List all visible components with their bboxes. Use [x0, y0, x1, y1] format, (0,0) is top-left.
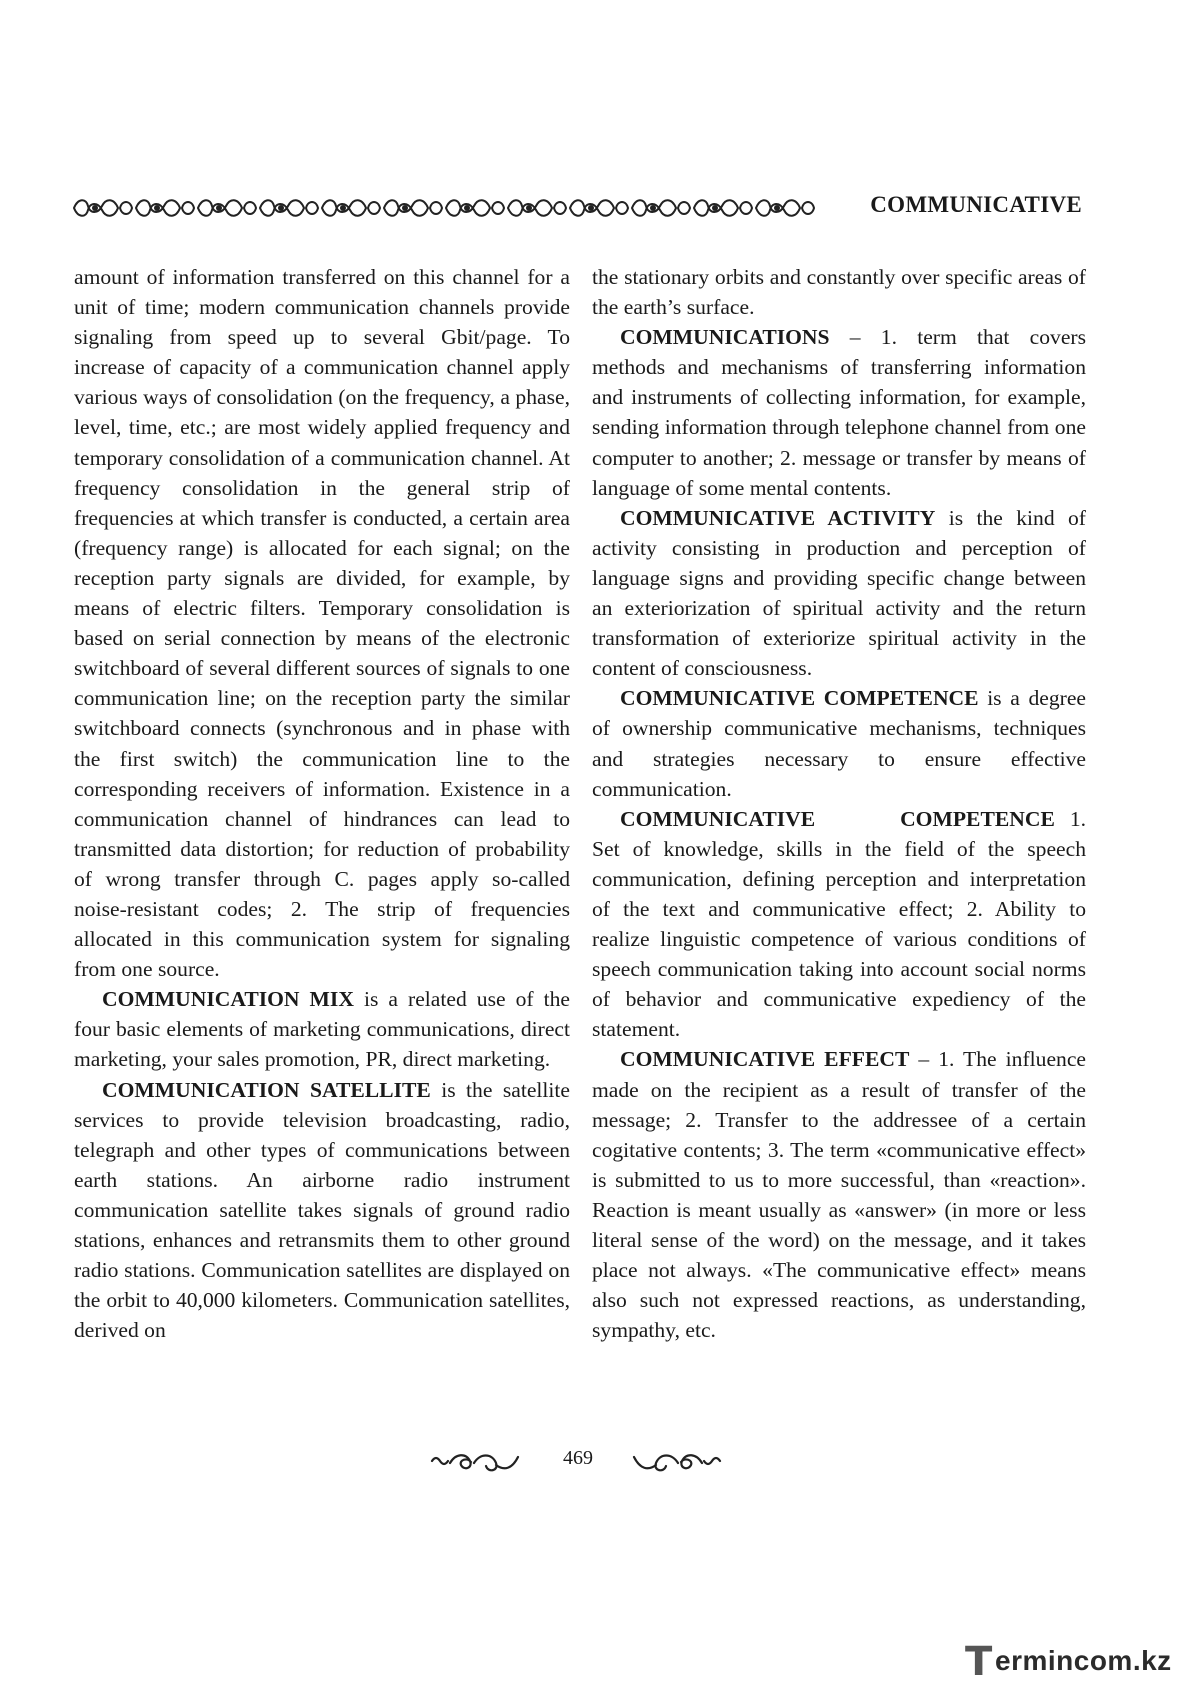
dictionary-entry-communicative-activity	[592, 503, 1086, 684]
entry-term: COMMUNICATIONS	[620, 325, 830, 350]
entry-definition: is a degree of ownership communicative mechanisms, techniques and strategies necessary to ensure effective communication.	[592, 686, 1086, 801]
ornament-motif	[384, 200, 442, 216]
entry-definition: is a related use of the four basic elements of marketing communications, direct marketing, your sales promotion, PR, direct marketing.	[74, 987, 570, 1072]
ornament-motif	[570, 200, 628, 216]
ornament-motif	[446, 200, 504, 216]
continuation-paragraph: the stationary orbits and constantly over specific areas of the earth’s surface.	[592, 265, 1086, 320]
entry-definition: is the satellite services to provide television broadcasting, radio, telegraph and other types of communications between earth stations. An airborne radio instrument communication satellite takes signals of ground radio stations, enhances and retransmits them to other ground radio stations. Communication satellites are displayed on the orbit to 40,000 kilometers. Communication satellites, derived on	[74, 1077, 570, 1343]
right-column	[592, 262, 1086, 1345]
dictionary-entry-communications	[592, 322, 1086, 503]
entry-term: COMMUNICATIVE COMPETENCE	[620, 686, 979, 711]
ornament-motif	[756, 200, 814, 216]
ornament-motif	[136, 200, 194, 216]
logo-text: ermincom.kz	[995, 1645, 1172, 1676]
ornament-motif	[198, 200, 256, 216]
dictionary-entry-communication-mix	[74, 984, 570, 1074]
termincom-logo	[965, 1639, 1185, 1685]
ornament-motif	[694, 200, 752, 216]
entry-term: COMMUNICATIVE COMPETENCE	[620, 806, 1055, 831]
ornament-motif	[632, 200, 690, 216]
ornament-motif	[260, 200, 318, 216]
dictionary-entry-communicative-competence	[592, 683, 1086, 803]
flourish-left-icon	[430, 1451, 520, 1477]
entry-definition: is the kind of activity consisting in production and perception of language signs and providing specific change between an exteriorization of spiritual activity and the return transformation of exteriorize spiritual activity in the content of consciousness.	[592, 505, 1086, 681]
page-header	[72, 188, 1082, 228]
dictionary-entry-communicative-effect	[592, 1044, 1086, 1345]
flourish-right-icon	[632, 1451, 722, 1477]
entry-definition: – 1. term that covers methods and mechanisms of transferring information and instruments of collecting information, for example, sending information through telephone channel from one computer to another; 2. message or transfer by means of language of some mental contents.	[592, 325, 1086, 500]
entry-definition: 1. Set of knowledge, skills in the field of the speech communication, defining perception and interpretation of the text and communicative effect; 2. Ability to realize linguistic competence of various conditions of speech communication taking into account social norms of behavior and communicative expediency of the statement.	[592, 806, 1087, 1042]
ornament-motif	[508, 200, 566, 216]
dictionary-entry-communicative-competence-2	[592, 804, 1086, 1045]
entry-term: COMMUNICATION SATELLITE	[102, 1077, 431, 1102]
continuation-paragraph: amount of information transferred on this channel for a unit of time; modern communication channels provide signaling from speed up to several Gbit/page. To increase of capacity of a communication channel apply various ways of consolidation (on the frequency, a phase, level, time, etc.; are most widely applied frequency and temporary consolidation of a communication channel. At frequency consolidation in the general strip of frequencies at which transfer is conducted, a certain area (frequency range) is allocated for each signal; on the reception party signals are divided, for example, by means of electric filters. Temporary consolidation is based on serial connection by means of the electronic switchboard of several different sources of signals to one communication line; on the reception party the similar switchboard connects (synchronous and in phase with the first switch) the communication line to the corresponding receivers of information. Existence in a communication channel of hindrances can lead to transmitted data distortion; for reduction of probability of wrong transfer through C. pages apply so-called noise-resistant codes; 2. The strip of frequencies allocated in this communication system for signaling from one source.	[74, 265, 570, 982]
left-column	[74, 262, 570, 1345]
entry-term: COMMUNICATIVE EFFECT	[620, 1047, 910, 1072]
dictionary-entry-communication-satellite	[74, 1075, 570, 1346]
ornament-band-icon	[72, 194, 817, 222]
entry-definition: – 1. The influence made on the recipient as a result of transfer of the message; 2. Transfer to the addressee of a certain cogitative contents; 3. The term «communicative effect» is submitted to us to more successful, than «reaction». Reaction is meant usually as «answer» (in more or less literal sense of the word) on the message, and it takes place not always. «The communicative effect» means also such not expressed reactions, as understanding, sympathy, etc.	[592, 1047, 1086, 1343]
entry-term: COMMUNICATION MIX	[102, 987, 354, 1012]
entry-term: COMMUNICATIVE ACTIVITY	[620, 505, 936, 530]
logo-initial: T	[965, 1639, 993, 1685]
page-footer	[0, 1445, 1191, 1485]
ornament-motif	[322, 200, 380, 216]
page-number: 469	[563, 1447, 593, 1469]
running-head: COMMUNICATIVE	[870, 192, 1082, 217]
ornament-motif	[74, 200, 132, 216]
